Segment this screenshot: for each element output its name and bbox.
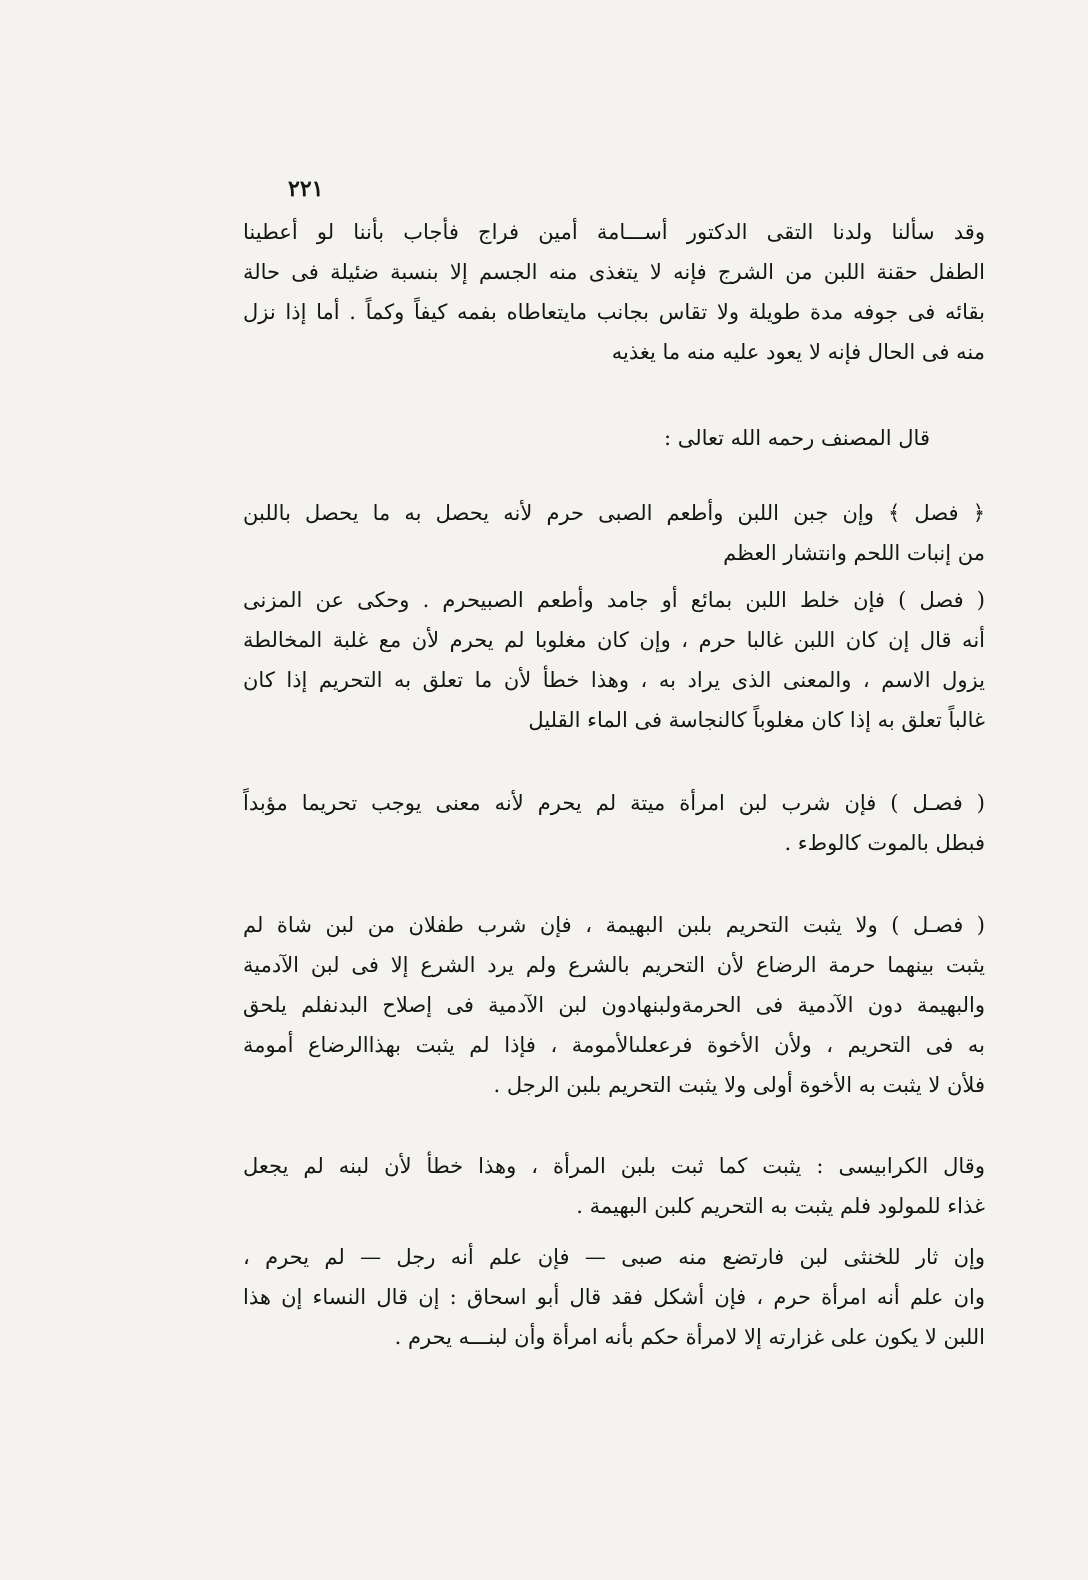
- paragraph-section-animal-milk: [243, 905, 985, 1105]
- text-line: يزول الاسم ، والمعنى الذى يراد به ، وهذا خطأ لأن ما تعلق به التحريم إذا كان: [243, 668, 985, 692]
- text-line: من إنبات اللحم وانتشار العظم: [723, 541, 985, 565]
- page-number: ٢٢١: [288, 176, 324, 202]
- text-line: منه فى الحال فإنه لا يعود عليه منه ما يغذيه: [611, 340, 985, 364]
- text-line: وقال الكرابيسى : يثبت كما ثبت بلبن المرأة ، وهذا خطأ لأن لبنه لم يجعل: [243, 1154, 985, 1178]
- text-line: فلأن لا يثبت به الأخوة أولى ولا يثبت التحريم بلبن الرجل .: [493, 1073, 985, 1097]
- text-line: به فى التحريم ، ولأن الأخوة فرععلىالأمومة ، فإذا لم يثبت بهذاالرضاع أمومة: [243, 1033, 985, 1057]
- text-line: الطفل حقنة اللبن من الشرج فإنه لا يتغذى منه الجسم إلا بنسبة ضئيلة فى حالة: [243, 260, 985, 284]
- text-line: وقد سألنا ولدنا التقى الدكتور أســـامة أمين فراج فأجاب بأننا لو أعطينا: [243, 220, 985, 244]
- paragraph-section-mixed-milk: [243, 580, 985, 740]
- text-line: بقائه فى جوفه مدة طويلة ولا تقاس بجانب مايتعاطاه بفمه كيفاً وكماً . أما إذا نزل: [243, 300, 985, 324]
- paragraph-doctor-answer: [243, 212, 985, 372]
- text-line: والبهيمة دون الآدمية فى الحرمةولبنهادون لبن الآدمية فى إصلاح البدنفلم يلحق: [243, 993, 985, 1017]
- text-line: وإن ثار للخنثى لبن فارتضع منه صبى — فإن علم أنه رجل — لم يحرم ،: [243, 1245, 985, 1269]
- text-line: غالباً تعلق به إذا كان مغلوباً كالنجاسة فى الماء القليل: [528, 708, 985, 732]
- text-line: ﴿ فصل ﴾ وإن جبن اللبن وأطعم الصبى حرم لأنه يحصل به ما يحصل باللبن: [243, 501, 985, 525]
- text-line: أنه قال إن كان اللبن غالبا حرم ، وإن كان مغلوبا لم يحرم لأن مع غلبة المخالطة: [243, 628, 985, 652]
- paragraph-hermaphrodite-milk: [243, 1237, 985, 1357]
- text-line: ( فصـل ) ولا يثبت التحريم بلبن البهيمة ، فإن شرب طفلان من لبن شاة لم: [243, 913, 985, 937]
- text-line: غذاء للمولود فلم يثبت به التحريم كلبن البهيمة .: [576, 1194, 985, 1218]
- text-line: وان علم أنه امرأة حرم ، فإن أشكل فقد قال أبو اسحاق : إن قال النساء إن هذا: [243, 1285, 985, 1309]
- paragraph-author-intro: [243, 418, 985, 458]
- paragraph-section-dead-woman: [243, 783, 985, 863]
- text-line: اللبن لا يكون على غزارته إلا لامرأة حكم بأنه امرأة وأن لبنـــه يحرم .: [394, 1325, 985, 1349]
- text-line: يثبت بينهما حرمة الرضاع لأن التحريم بالشرع ولم يرد الشرع إلا فى لبن الآدمية: [243, 953, 985, 977]
- text-line: فبطل بالموت كالوطء .: [784, 831, 985, 855]
- text-line: ( فصـل ) فإن شرب لبن امرأة ميتة لم يحرم لأنه معنى يوجب تحريما مؤبداً: [243, 791, 985, 815]
- text-line: قال المصنف رحمه الله تعالى :: [663, 426, 930, 450]
- text-line: ( فصل ) فإن خلط اللبن بمائع أو جامد وأطعم الصبيحرم . وحكى عن المزنى: [243, 588, 985, 612]
- paragraph-section-cheese: [243, 493, 985, 573]
- paragraph-karabisi-opinion: [243, 1146, 985, 1226]
